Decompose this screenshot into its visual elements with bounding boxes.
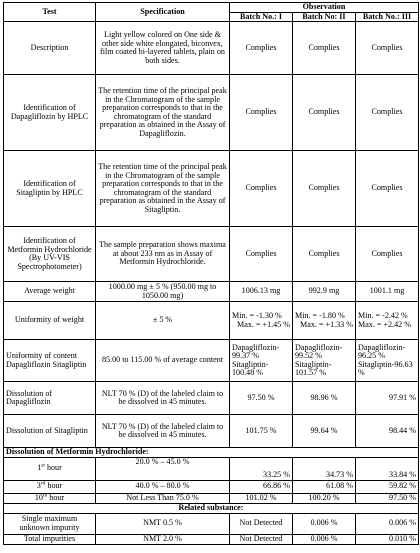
obs-hour-1-2: 34.73 % (293, 457, 356, 480)
obs-id-dapagliflozin-2: Complies (293, 75, 356, 151)
header-observation: Observation (230, 3, 419, 13)
obs-id-dapagliflozin-1: Complies (230, 75, 293, 151)
test-dissolution-dapagliflozin: Dissolution of Dapagliflozin (4, 382, 96, 415)
obs-description-1: Complies (230, 22, 293, 75)
table-row (4, 382, 419, 415)
obs-dissolution-sitagliptin-3: 98.44 % (356, 415, 419, 448)
obs-id-metformin-1: Complies (230, 227, 293, 282)
table-row (4, 480, 419, 493)
header-test: Test (4, 3, 96, 22)
header-batch-2: Batch No: II (293, 12, 356, 22)
obs-hour-3-1: 66.86 % (230, 480, 293, 493)
section-row (4, 448, 419, 458)
sitagliptin-value: Sitagliptin-96.63 % (358, 359, 413, 378)
section-title-related-substance: Related substance: (4, 503, 419, 513)
table-row (4, 151, 419, 227)
obs-average-weight-1: 1006.13 mg (230, 282, 293, 302)
table-row (4, 75, 419, 151)
test-hour-3: 3rd hour (4, 480, 96, 493)
max-value: Max. = +2.42 % (358, 319, 411, 329)
table-row (4, 513, 419, 534)
min-value: Min. = -1.80 % (295, 311, 345, 321)
table-row (4, 282, 419, 302)
obs-id-metformin-3: Complies (356, 227, 419, 282)
spec-average-weight: 1000.00 mg ± 5 % (950.00 mg to 1050.00 mg) (96, 282, 230, 302)
obs-hour-1-1: 33.25 % (230, 457, 293, 480)
obs-id-sitagliptin-3: Complies (356, 151, 419, 227)
spec-single-max-impurity: NMT 0.5 % (96, 513, 230, 534)
table-row (4, 415, 419, 448)
obs-total-impurities-3: 0.010 % (356, 534, 419, 544)
spec-hour-10: Not Less Than 75.0 % (96, 493, 230, 503)
test-total-impurities: Total impurities (4, 534, 96, 544)
test-uniformity-content: Uniformity of content Dapagliflozin Sitagliptin (4, 340, 96, 382)
obs-hour-10-1: 101.02 % (230, 493, 293, 503)
test-hour-1: 1st hour (4, 457, 96, 480)
test-id-dapagliflozin: Identification of Dapagliflozin by HPLC (4, 75, 96, 151)
table-row (4, 22, 419, 75)
test-hour-10: 10th hour (4, 493, 96, 503)
obs-description-2: Complies (293, 22, 356, 75)
section-row (4, 503, 419, 513)
spec-hour-1: 20.0 % – 45.0 % (96, 457, 230, 480)
spec-dissolution-dapagliflozin: NLT 70 % (D) of the labeled claim to be dissolved in 45 minutes. (96, 382, 230, 415)
spec-hour-3: 40.0 % – 80.0 % (96, 480, 230, 493)
table-row (4, 227, 419, 282)
table-row (4, 493, 419, 503)
test-average-weight: Average weight (4, 282, 96, 302)
test-single-max-impurity: Single maximum unknown impurity (4, 513, 96, 534)
spec-id-dapagliflozin: The retention time of the principal peak in the Chromatogram of the sample preparation corresponds to that in the chromatogram of the standard preparation as obtained in the Assay of Dapagliflozin. (96, 75, 230, 151)
table-row (4, 302, 419, 340)
test-id-metformin: Identification of Metformin Hydrochloride (By UV-VIS Spectrophotometer) (4, 227, 96, 282)
obs-id-metformin-2: Complies (293, 227, 356, 282)
test-id-sitagliptin: Identification of Sitagliptin by HPLC (4, 151, 96, 227)
dapagliflozin-value: Dapagliflozin-99.52 % (295, 342, 343, 361)
obs-total-impurities-2: 0.006 % (293, 534, 356, 544)
obs-description-3: Complies (356, 22, 419, 75)
spec-total-impurities: NMT 2.0 % (96, 534, 230, 544)
obs-uniformity-content-3 (356, 340, 419, 382)
spec-uniformity-weight: ± 5 % (96, 302, 230, 340)
header-batch-1: Batch No.: I (230, 12, 293, 22)
spec-id-sitagliptin: The retention time of the principal peak in the Chromatogram of the sample preparation corresponds to that in the chromatogram of the standard preparation as obtained in the Assay of Sitagliptin. (96, 151, 230, 227)
test-uniformity-weight: Uniformity of weight (4, 302, 96, 340)
obs-average-weight-3: 1001.1 mg (356, 282, 419, 302)
header-specification: Specification (96, 3, 230, 22)
spec-id-metformin: The sample preparation shows maxima at about 233 nm as in Assay of Metformin Hydrochloride. (96, 227, 230, 282)
spec-dissolution-sitagliptin: NLT 70 % (D) of the labeled claim to be dissolved in 45 minutes. (96, 415, 230, 448)
obs-uniformity-weight-3 (356, 302, 419, 340)
obs-uniformity-weight-1 (230, 302, 293, 340)
test-dissolution-sitagliptin: Dissolution of Sitagliptin (4, 415, 96, 448)
table-row (4, 340, 419, 382)
obs-single-max-impurity-1: Not Detected (230, 513, 293, 534)
max-value: Max. = +1.45 % (237, 319, 290, 329)
obs-dissolution-dapagliflozin-1: 97.50 % (230, 382, 293, 415)
obs-dissolution-dapagliflozin-3: 97.91 % (356, 382, 419, 415)
obs-single-max-impurity-3: 0.006 % (356, 513, 419, 534)
min-value: Min. = -2.42 % (358, 311, 408, 321)
obs-single-max-impurity-2: 0.006 % (293, 513, 356, 534)
spec-description: Light yellow colored on One side & other side white elongated, biconvex, film coated bi-layered tablets, plain on both sides. (96, 22, 230, 75)
obs-uniformity-content-1 (230, 340, 293, 382)
obs-id-sitagliptin-1: Complies (230, 151, 293, 227)
dapagliflozin-value: Dapagliflozin-99.37 % (232, 342, 280, 361)
sitagliptin-value: Sitagliptin-100.48 % (232, 359, 269, 378)
specification-table (3, 2, 419, 545)
obs-hour-3-2: 61.08 % (293, 480, 356, 493)
obs-hour-10-3: 97.50 % (356, 493, 419, 503)
obs-dissolution-sitagliptin-2: 99.64 % (293, 415, 356, 448)
obs-uniformity-weight-2 (293, 302, 356, 340)
test-description: Description (4, 22, 96, 75)
min-value: Min. = -1.30 % (232, 311, 282, 321)
obs-dissolution-sitagliptin-1: 101.75 % (230, 415, 293, 448)
dapagliflozin-value: Dapagliflozin-96.25 % (358, 342, 406, 361)
table-row (4, 457, 419, 480)
obs-average-weight-2: 992.9 mg (293, 282, 356, 302)
max-value: Max. = +1.33 % (300, 319, 353, 329)
obs-total-impurities-1: Not Detected (230, 534, 293, 544)
sitagliptin-value: Sitagliptin-101.57 % (295, 359, 332, 378)
table-row (4, 534, 419, 544)
obs-hour-1-3: 33.84 % (356, 457, 419, 480)
obs-id-sitagliptin-2: Complies (293, 151, 356, 227)
obs-uniformity-content-2 (293, 340, 356, 382)
obs-hour-3-3: 59.82 % (356, 480, 419, 493)
header-batch-3: Batch No.: III (356, 12, 419, 22)
section-title-metformin-dissolution: Dissolution of Metformin Hydrochloride: (4, 448, 419, 458)
obs-id-dapagliflozin-3: Complies (356, 75, 419, 151)
obs-dissolution-dapagliflozin-2: 98.96 % (293, 382, 356, 415)
spec-uniformity-content: 85.00 to 115.00 % of average content (96, 340, 230, 382)
obs-hour-10-2: 100.20 % (293, 493, 356, 503)
